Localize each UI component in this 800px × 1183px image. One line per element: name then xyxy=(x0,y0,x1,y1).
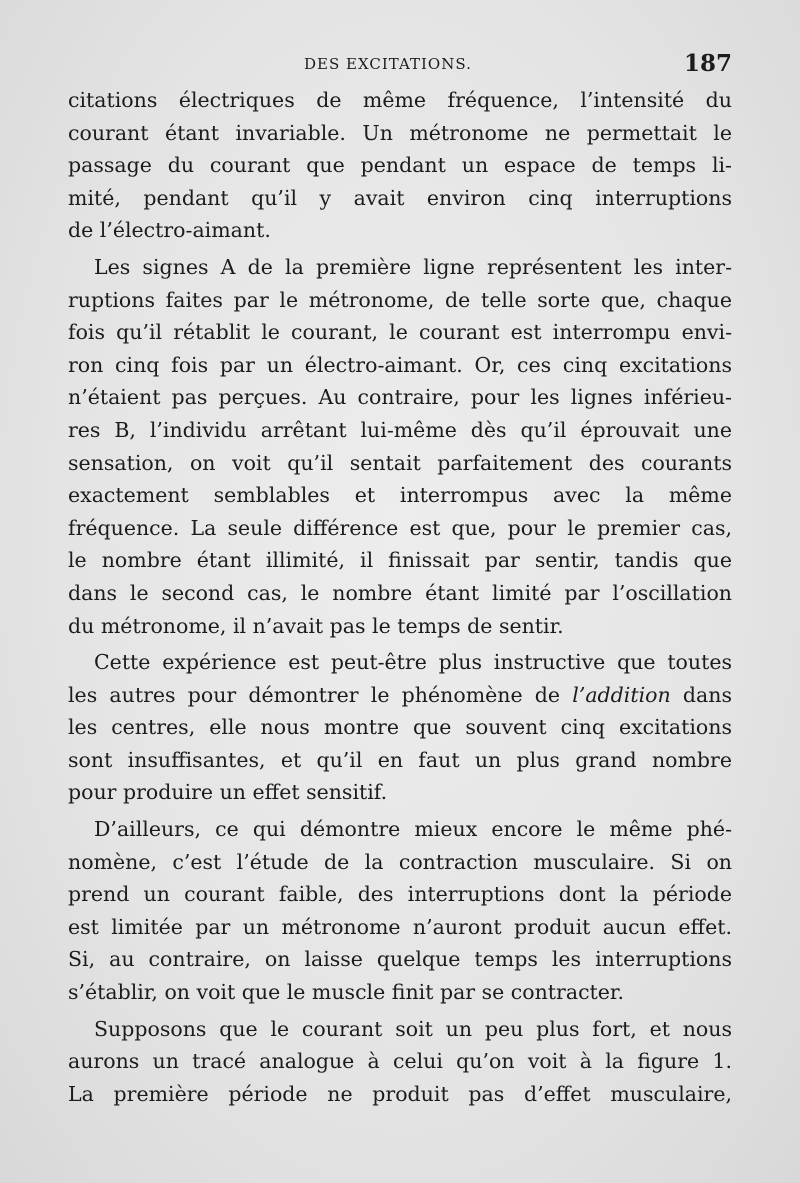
text-line: mité, pendant qu’il y avait environ cinq interruptions xyxy=(68,185,732,210)
text-line: D’ailleurs, ce qui démontre mieux encore le même phé- xyxy=(94,817,732,842)
text-line: fois qu’il rétablit le courant, le courant est interrompu envi- xyxy=(68,320,732,345)
paragraph-1 xyxy=(68,84,732,247)
text-line: Cette expérience est peut-être plus instructive que toutes xyxy=(94,650,732,675)
page-number: 187 xyxy=(683,50,732,77)
text-line: Les signes A de la première ligne représentent les inter- xyxy=(94,254,732,279)
text-line: res B, l’individu arrêtant lui-même dès qu’il éprouvait une xyxy=(68,417,732,442)
text-line: nomène, c’est l’étude de la contraction musculaire. Si on xyxy=(68,849,732,874)
text-line: exactement semblables et interrompus avec la même xyxy=(68,483,732,508)
text-line: fréquence. La seule différence est que, pour le premier cas, xyxy=(68,515,732,540)
text-line: pour produire un effet sensitif. xyxy=(68,780,388,805)
text-segment: les autres pour démontrer le phénomène de xyxy=(68,682,561,707)
text-line: sont insuffisantes, et qu’il en faut un plus grand nombre xyxy=(68,747,732,772)
page-header xyxy=(68,50,732,80)
text-line: le nombre étant illimité, il finissait par sentir, tandis que xyxy=(68,548,732,573)
italic-term: l’addition xyxy=(572,682,671,707)
text-line: de l’électro-aimant. xyxy=(68,218,271,243)
text-line: Supposons que le courant soit un peu plus fort, et nous xyxy=(94,1016,732,1041)
text-line: ron cinq fois par un électro-aimant. Or, ces cinq excitations xyxy=(68,352,732,377)
text-line: courant étant invariable. Un métronome ne permettait le xyxy=(68,120,732,145)
text-line: prend un courant faible, des interruptions dont la période xyxy=(68,882,732,907)
text-line: du métronome, il n’avait pas le temps de sentir. xyxy=(68,613,564,638)
body-text xyxy=(68,84,732,1110)
text-line: n’étaient pas perçues. Au contraire, pour les lignes inférieu- xyxy=(68,385,732,410)
paragraph-5 xyxy=(68,1013,732,1111)
text-line: passage du courant que pendant un espace de temps li- xyxy=(68,153,732,178)
text-line: est limitée par un métronome n’auront produit aucun effet. xyxy=(68,914,732,939)
text-line: sensation, on voit qu’il sentait parfaitement des courants xyxy=(68,450,732,475)
text-line: ruptions faites par le métronome, de telle sorte que, chaque xyxy=(68,287,732,312)
running-head: DES EXCITATIONS. xyxy=(304,55,472,73)
text-line xyxy=(68,679,732,712)
text-line: les centres, elle nous montre que souvent cinq excitations xyxy=(68,715,732,740)
paragraph-2 xyxy=(68,251,732,642)
text-line: aurons un tracé analogue à celui qu’on voit à la figure 1. xyxy=(68,1049,732,1074)
text-line: Si, au contraire, on laisse quelque temps les interruptions xyxy=(68,947,732,972)
text-line: dans le second cas, le nombre étant limité par l’oscillation xyxy=(68,580,732,605)
text-segment: dans xyxy=(682,682,732,707)
paragraph-4 xyxy=(68,813,732,1009)
text-line: La première période ne produit pas d’effet musculaire, xyxy=(68,1081,732,1106)
text-line: citations électriques de même fréquence, l’intensité du xyxy=(68,88,732,112)
text-line: s’établir, on voit que le muscle finit par se contracter. xyxy=(68,980,624,1005)
paragraph-3 xyxy=(68,646,732,809)
